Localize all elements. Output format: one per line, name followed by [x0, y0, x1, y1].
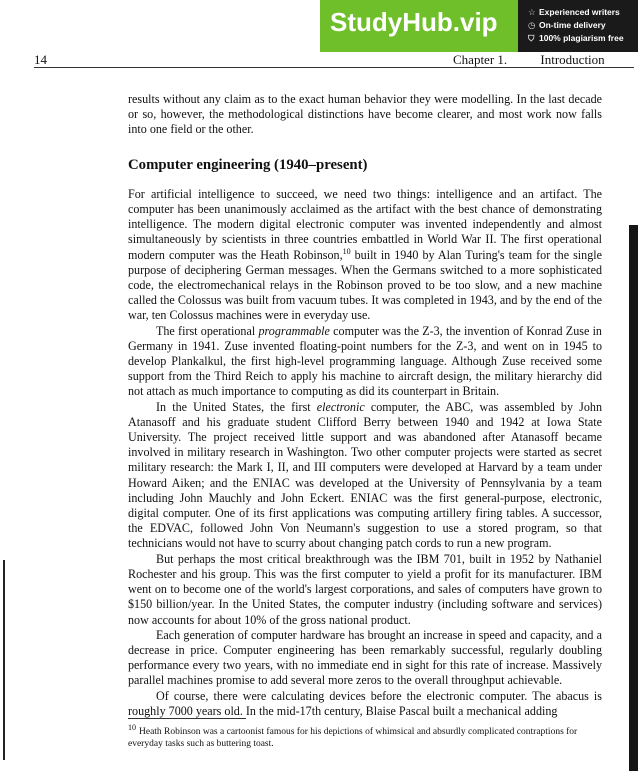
paragraph-ibm-701: But perhaps the most critical breakthrough was the IBM 701, built in 1952 by Nathaniel Rochester and his group. This was the first computer to yield a profit for its manufacturer. IBM went on to become one of the world's largest corporations, and sales of computers have grown to $150 billion/year. In the United States, the computer industry (including software and services) now accounts for about 10% of the gross national product.	[128, 551, 602, 627]
paragraph-text: In the United States, the first	[156, 399, 317, 414]
chapter-label: Chapter	[453, 52, 495, 67]
paragraph-heath-robinson	[128, 187, 602, 324]
paragraph-abc-eniac	[128, 400, 602, 552]
studyhub-logo-text: StudyHub.vip	[330, 7, 498, 37]
paragraph-text: built in 1940 by Alan Turing's team for the single purpose of deciphering German messages. When the Germans switched to a more sophisticated code, the electromechanical relays in the Robinson proved to be too slow, and a new machine called the Colossus was built from vacuum tubes. It was completed in 1943, and by the end of the war, ten Colossus machines were in everyday use.	[128, 247, 602, 323]
chapter-title: Introduction	[540, 52, 605, 67]
star-icon: ☆	[528, 7, 536, 17]
footnote-rule	[128, 718, 246, 719]
footnote	[128, 722, 602, 750]
section-title: Computer engineering (1940–present)	[128, 156, 368, 173]
banner-feature-plagiarism	[528, 32, 624, 45]
footnote-text: Heath Robinson was a cartoonist famous for his depictions of whimsical and absurdly complicated contraptions for everyday tasks such as buttering toast.	[128, 727, 578, 750]
scan-left-mark	[3, 560, 5, 760]
paragraph-calculating-devices: Of course, there were calculating devices before the electronic computer. The abacus is roughly 7000 years old. In the mid-17th century, Blaise Pascal built a mechanical adding	[128, 688, 602, 718]
studyhub-logo[interactable]	[320, 0, 518, 52]
paragraph-text: The first operational	[156, 323, 259, 338]
running-head	[453, 52, 605, 68]
paragraph-hardware-generations: Each generation of computer hardware has brought an increase in speed and capacity, and a decrease in price. Computer engineering has been remarkably successful, regularly doubling performance every two years, with no immediate end in sight for this rate of increase. Massively parallel machines promise to add several more zeros to the overall throughput achievable.	[128, 627, 602, 688]
page-body	[128, 92, 602, 719]
emphasis-electronic: electronic	[316, 399, 365, 414]
banner-feature-label: 100% plagiarism free	[539, 33, 624, 43]
chapter-number: 1.	[497, 52, 508, 67]
clock-icon: ◷	[528, 20, 536, 30]
paragraph-z3	[128, 324, 602, 400]
paragraph-text: computer was the Z-3, the invention of Konrad Zuse in Germany in 1941. Zuse invented floating-point numbers for the Z-3, and went on in 1945 to develop Plankalkul, the first high-level programming language. Although Zuse received some support from the Third Reich to apply his machine to aircraft design, the military hierarchy did not attach as much importance to computing as did its counterpart in Britain.	[128, 323, 602, 399]
banner-feature-list	[528, 6, 624, 45]
paragraph-text: For artificial intelligence to succeed, we need two things: intelligence and an artifact. The computer has been unanimously acclaimed as the artifact with the best chance of demonstrating intelligence. The modern digital electronic computer was invented independently and almost simultaneously by scientists in three countries embattled in World War II. The first operational modern computer was the Heath Robinson,	[128, 186, 602, 262]
studyhub-banner[interactable]	[320, 0, 638, 52]
banner-feature-label: Experienced writers	[539, 7, 620, 17]
emphasis-programmable: programmable	[258, 323, 330, 338]
banner-feature-label: On-time delivery	[539, 20, 606, 30]
paragraph-text: computer, the ABC, was assembled by John Atanasoff and his graduate student Clifford Berry between 1940 and 1942 at Iowa State University. The project received little support and was abandoned after Atanasoff became involved in military research in Washington. Two other computer projects were started as secret military research: the Mark I, II, and III computers were developed at Harvard by a team under Howard Aiken; and the ENIAC was developed at the University of Pennsylvania by a team including John Mauchly and John Eckert. ENIAC was the first general-purpose, electronic, digital computer. One of its first applications was computing artillery firing tables. A successor, the EDVAC, followed John Von Neumann's suggestion to use a stored program, so that technicians would not have to scurry about changing patch cords to run a new program.	[128, 399, 602, 551]
page-number: 14	[34, 52, 47, 67]
footnote-reference[interactable]: 10	[342, 246, 351, 256]
header-rule	[34, 67, 634, 68]
banner-feature-experienced	[528, 6, 624, 19]
intro-paragraph: results without any claim as to the exact human behavior they were modelling. In the last decade or so, however, the methodological distinctions have become clearer, and most work now falls into one field or the other.	[128, 92, 602, 137]
footnote-mark: 10	[128, 723, 136, 732]
shield-icon: ⛉	[528, 33, 535, 43]
scan-edge-shadow	[629, 225, 638, 771]
banner-feature-on-time	[528, 19, 624, 32]
